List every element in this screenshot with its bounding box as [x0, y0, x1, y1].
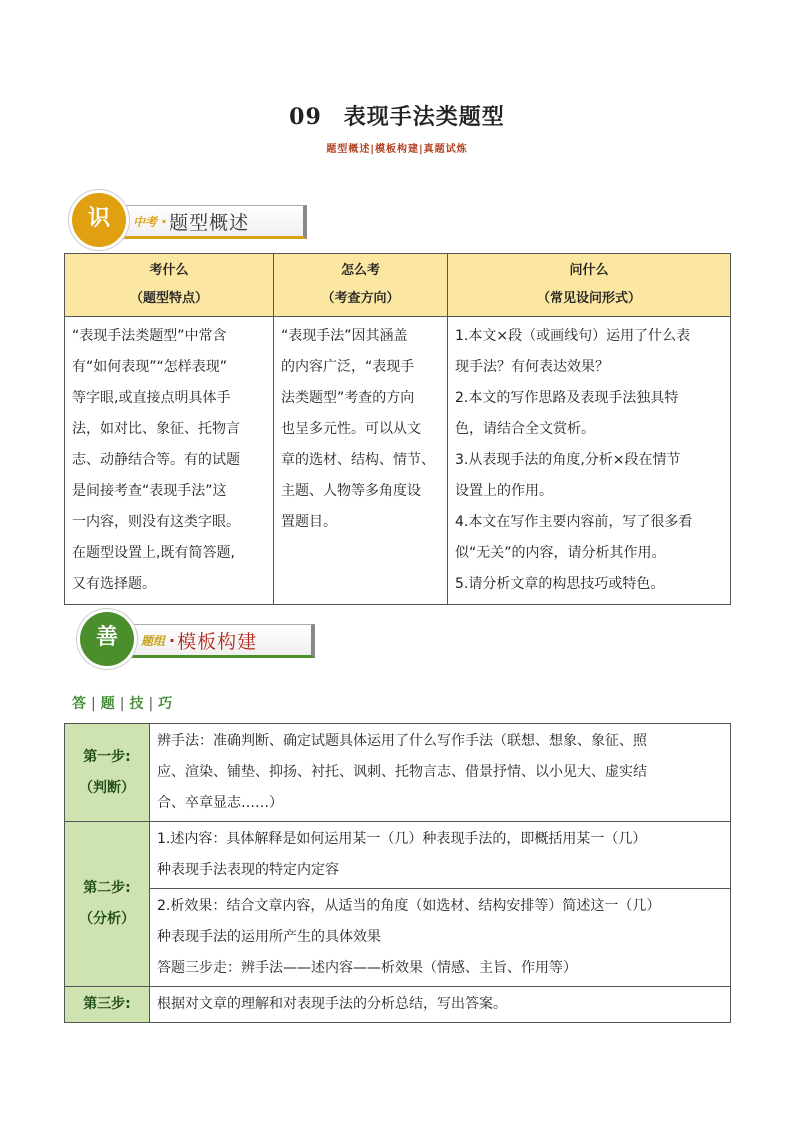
table-row	[65, 822, 731, 889]
page-title	[0, 100, 794, 131]
overview-table	[64, 253, 731, 605]
section-banner	[124, 624, 315, 658]
step-content: 根据对文章的理解和对表现手法的分析总结，写出答案。	[150, 987, 731, 1023]
section-dot: ·	[169, 630, 176, 650]
answer-tips-heading: 答 | 题 | 技 | 巧	[72, 696, 174, 712]
step-content: 1.述内容：具体解释是如何运用某一（几）种表现手法的，即概括用某一（几） 种表现手法表现的特定内定容	[150, 822, 731, 889]
step-content: 辨手法：准确判断、确定试题具体运用了什么写作手法（联想、想象、象征、照 应、渲染、铺垫、抑扬、衬托、讽刺、托物言志、借景抒情、以小见大、虚实结 合、卒章显志……）	[150, 724, 731, 822]
cell-question-forms: 1.本文×段（或画线句）运用了什么表 现手法？有何表达效果？ 2.本文的写作思路及表现手法独具特 色，请结合全文赏析。 3.从表现手法的角度,分析×段在情节 设置上的作用。 4.本文在写作主要内容前，写了很多看 似“无关”的内容，请分析其作用。 5.请分析文章的构思技巧或特色。	[448, 317, 731, 605]
section-circle-icon: 识	[72, 193, 126, 247]
step-label: 第三步:	[65, 987, 150, 1023]
table-row	[65, 724, 731, 822]
chapter-title: 表现手法类题型	[343, 104, 505, 130]
step-label: 第二步: （分析）	[65, 822, 150, 987]
table-row	[65, 889, 731, 987]
section-badge-overview	[72, 193, 312, 249]
page-subtitle: 题型概述|模板构建|真题试炼	[326, 144, 468, 155]
table-row	[65, 987, 731, 1023]
steps-table	[64, 723, 731, 1023]
step-content: 2.析效果：结合文章内容，从适当的角度（如选材、结构安排等）简述这一（几） 种表现手法的运用所产生的具体效果 答题三步走：辨手法——述内容——析效果（情感、主旨、作用等）	[150, 889, 731, 987]
header-what: 考什么 （题型特点）	[65, 254, 274, 317]
cell-features: “表现手法类题型”中常含 有“如何表现”“怎样表现” 等字眼,或直接点明具体手 法，如对比、象征、托物言 志、动静结合等。有的试题 是间接考查“表现手法”这 一内容，则没有这类字眼。 在题型设置上,既有简答题, 又有选择题。	[65, 317, 274, 605]
table-row	[65, 317, 731, 605]
header-how: 怎么考 （考查方向）	[274, 254, 448, 317]
section-dot: ·	[161, 211, 168, 231]
section-badge-template	[80, 612, 320, 668]
chapter-number: 09	[289, 104, 322, 130]
table-header-row	[65, 254, 731, 317]
section-banner	[116, 205, 307, 239]
section-title: 模板构建	[177, 630, 258, 653]
header-ask: 问什么 （常见设问形式）	[448, 254, 731, 317]
section-circle-icon: 善	[80, 612, 134, 666]
section-tag: 中考	[133, 214, 158, 229]
section-tag: 题组	[141, 633, 166, 648]
step-label: 第一步: （判断）	[65, 724, 150, 822]
cell-direction: “表现手法”因其涵盖 的内容广泛，“表现手 法类题型”考查的方向 也呈多元性。可以从文 章的选材、结构、情节、 主题、人物等多角度设 置题目。	[274, 317, 448, 605]
section-title: 题型概述	[169, 211, 250, 234]
